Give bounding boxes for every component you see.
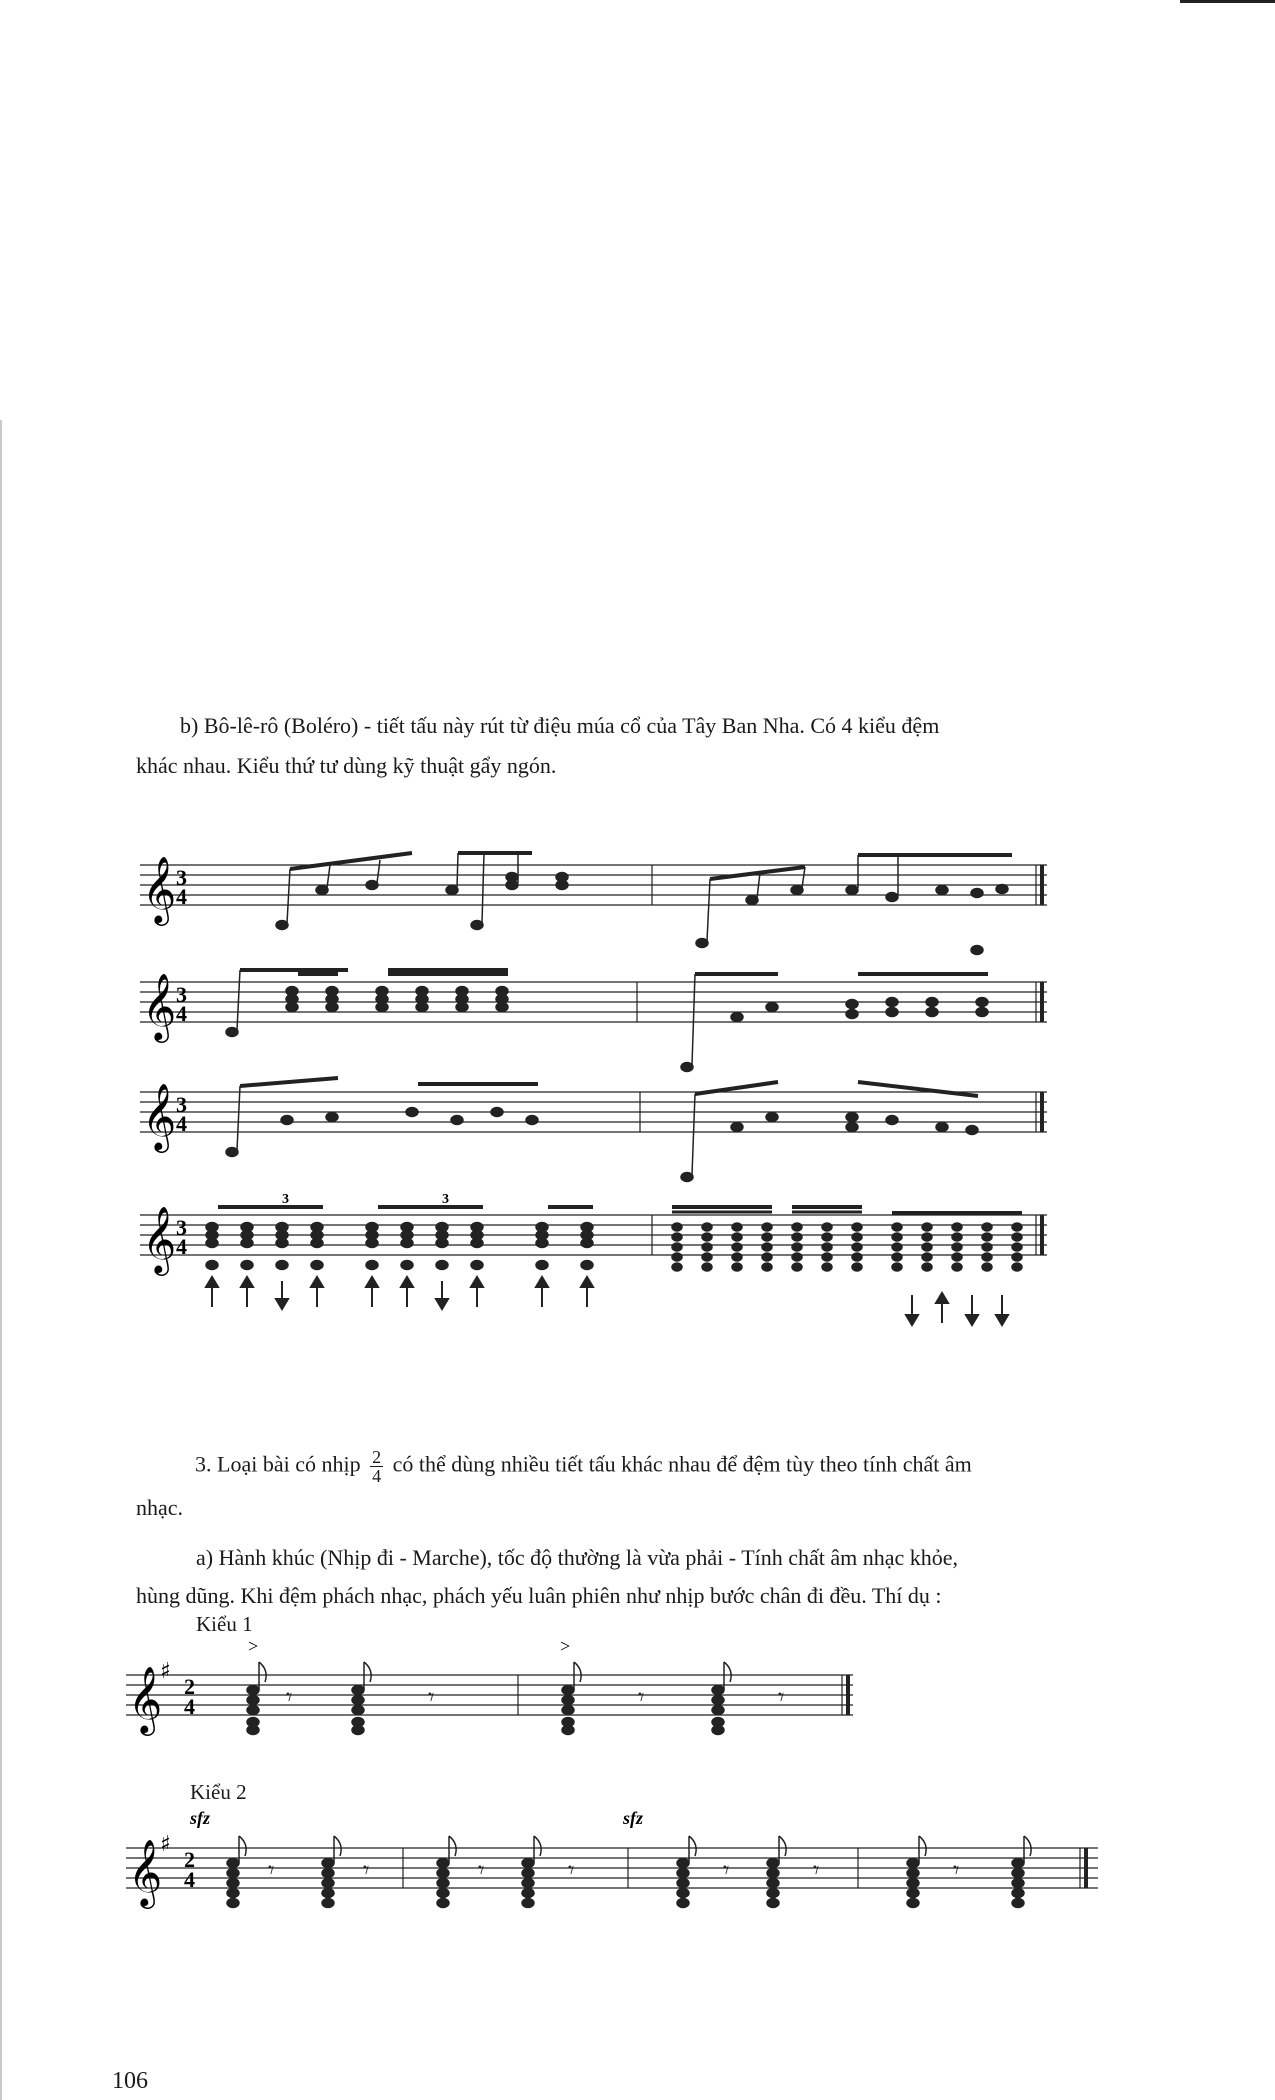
- time-sig-top: 2: [184, 1847, 195, 1872]
- time-sig-bottom: 4: [176, 1234, 187, 1259]
- bolero-staff-2: [132, 962, 1052, 1052]
- svg-text:𝄾: 𝄾: [723, 1858, 730, 1884]
- svg-text:𝄞: 𝄞: [128, 1838, 163, 1906]
- kieu2-staff: [118, 1808, 1038, 1938]
- svg-text:𝄾: 𝄾: [286, 1685, 293, 1711]
- page-edge-line: [1180, 0, 1275, 3]
- svg-text:𝄾: 𝄾: [363, 1858, 370, 1884]
- svg-text:𝄾: 𝄾: [778, 1685, 785, 1711]
- section-b-line1: b) Bô-lê-rô (Boléro) - tiết tấu này rút từ điệu múa cổ của Tây Ban Nha. Có 4 kiểu đệm: [180, 713, 940, 738]
- svg-text:𝄞: 𝄞: [128, 1665, 163, 1733]
- bolero-staff-4: [132, 1192, 1052, 1345]
- svg-text:♯: ♯: [160, 1832, 171, 1857]
- kieu2-label: Kiểu 2: [190, 1780, 247, 1804]
- svg-text:𝄾: 𝄾: [428, 1685, 435, 1711]
- bolero-staff-3: [132, 1072, 1052, 1162]
- kieu1-staff: [118, 1636, 1038, 1750]
- section-3-lead: 3. Loại bài có nhịp: [195, 1451, 361, 1477]
- time-sig-top: 3: [176, 1215, 187, 1240]
- accent-mark: >: [560, 1636, 571, 1656]
- page-number: 106: [112, 2068, 148, 2094]
- svg-text:𝄾: 𝄾: [568, 1858, 575, 1884]
- time-sig-top: 3: [176, 1092, 187, 1117]
- svg-text:♯: ♯: [160, 1659, 171, 1684]
- svg-text:𝄾: 𝄾: [953, 1858, 960, 1884]
- fraction-numerator: 2: [372, 1447, 382, 1467]
- kieu1-label: Kiểu 1: [196, 1612, 253, 1636]
- svg-text:𝄾: 𝄾: [268, 1858, 275, 1884]
- accent-mark: >: [248, 1636, 259, 1656]
- time-sig-top: 3: [176, 982, 187, 1007]
- svg-text:𝄾: 𝄾: [478, 1858, 485, 1884]
- time-sig-top: 2: [184, 1674, 195, 1699]
- section-3-rest: có thể dùng nhiều tiết tấu khác nhau để đệm tùy theo tính chất âm: [392, 1451, 972, 1477]
- time-sig-bottom: 4: [176, 1111, 187, 1136]
- section-b-line2: khác nhau. Kiểu thứ tư dùng kỹ thuật gẩy ngón.: [136, 753, 557, 778]
- triplet-mark: 3: [442, 1192, 449, 1207]
- svg-text:𝄞: 𝄞: [142, 1205, 177, 1273]
- svg-text:𝄞: 𝄞: [142, 1082, 177, 1150]
- time-sig-bottom: 4: [184, 1694, 195, 1719]
- section-3-line1: [195, 1448, 972, 1485]
- triplet-mark: 3: [282, 1192, 289, 1207]
- section-a-line2: hùng dũng. Khi đệm phách nhạc, phách yếu luân phiên như nhịp bước chân đi đều. Thí dụ :: [136, 1583, 942, 1608]
- svg-text:𝄾: 𝄾: [813, 1858, 820, 1884]
- section-a-line1: a) Hành khúc (Nhịp đi - Marche), tốc độ thường là vừa phải - Tính chất âm nhạc khỏe,: [196, 1545, 959, 1570]
- svg-text:𝄞: 𝄞: [142, 972, 177, 1040]
- fraction-denominator: 4: [372, 1466, 382, 1486]
- time-sig-bottom: 4: [176, 884, 187, 909]
- time-sig-bottom: 4: [184, 1867, 195, 1892]
- page-scan-edge: [0, 420, 2, 2100]
- svg-text:𝄾: 𝄾: [638, 1685, 645, 1711]
- time-fraction: [370, 1448, 383, 1485]
- section-3-line2: nhạc.: [136, 1495, 184, 1520]
- treble-clef: 𝄞: [142, 855, 177, 923]
- time-sig-top: 3: [176, 865, 187, 890]
- sfz-mark: sfz: [190, 1808, 211, 1828]
- sfz-mark: sfz: [623, 1808, 644, 1828]
- bolero-staff-1: [132, 845, 1052, 935]
- time-sig-bottom: 4: [176, 1001, 187, 1026]
